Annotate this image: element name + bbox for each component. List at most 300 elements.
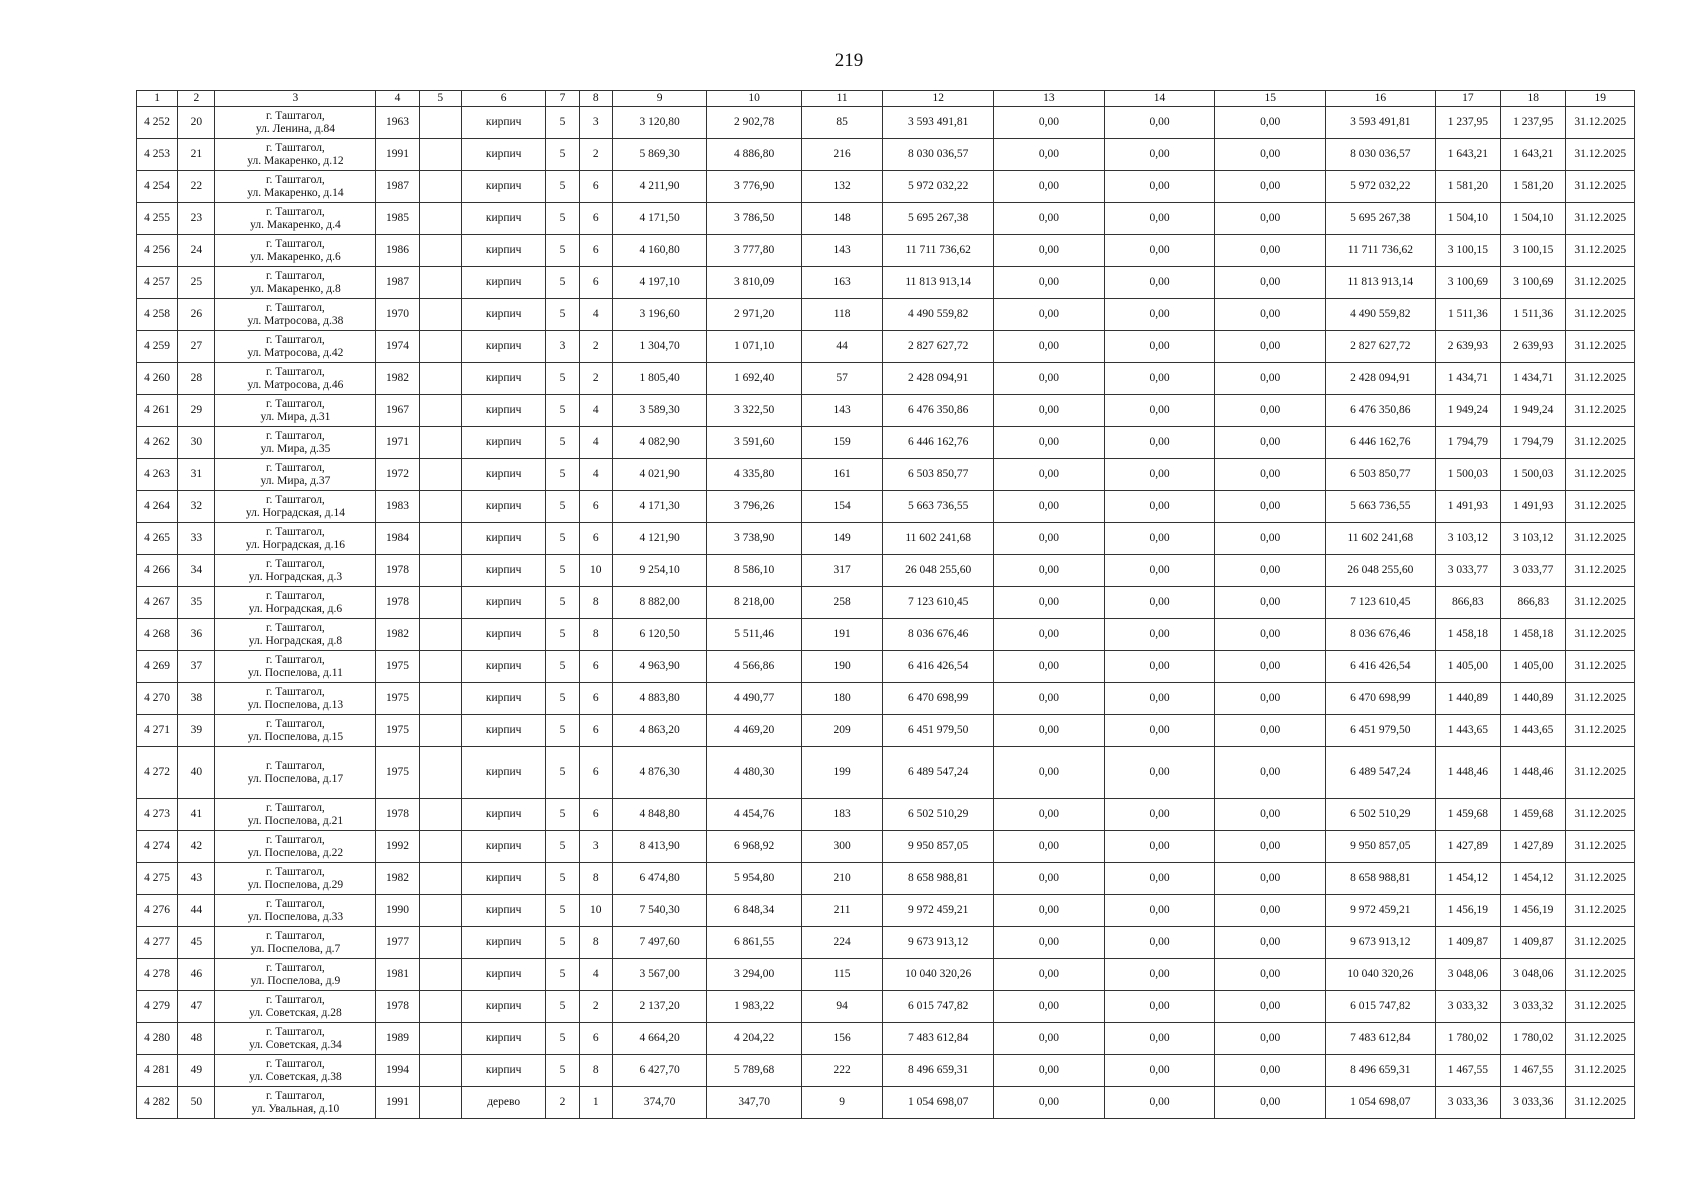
cell-cost-col-13: 0,00 [994,107,1105,139]
cell-row-local-number: 47 [178,991,215,1023]
cell-residents: 143 [801,235,882,267]
cell-col-5 [419,831,461,863]
cell-cost-col-14: 0,00 [1104,991,1215,1023]
cell-year-built: 1984 [376,523,419,555]
cell-cost-col-15: 0,00 [1215,799,1326,831]
cell-row-local-number: 37 [178,651,215,683]
address-street: ул. Поспелова, д.15 [247,730,344,743]
cell-wall-material: кирпич [461,747,546,799]
cell-col-5 [419,363,461,395]
cell-deadline-date: 31.12.2025 [1566,107,1635,139]
cell-row-global-number: 4 279 [137,991,178,1023]
cell-col-5 [419,395,461,427]
cell-cost-per-m2: 1 467,55 [1435,1055,1500,1087]
cell-floors: 5 [546,799,579,831]
cell-cost-col-13: 0,00 [994,1087,1105,1119]
address-city: г. Таштагол, [266,141,325,154]
cell-cost-total: 8 036 676,46 [883,619,994,651]
cell-entrances: 2 [579,991,612,1023]
cell-cost-col-13: 0,00 [994,395,1105,427]
cell-col-5 [419,715,461,747]
address-city: г. Таштагол, [266,461,325,474]
cell-cost-total: 11 813 913,14 [883,267,994,299]
cell-cost-col-16: 5 663 736,55 [1326,491,1436,523]
cell-row-local-number: 39 [178,715,215,747]
address-street: ул. Поспелова, д.11 [248,666,343,679]
cell-row-global-number: 4 265 [137,523,178,555]
cell-floors: 5 [546,651,579,683]
cell-col-5 [419,459,461,491]
cell-total-area: 4 121,90 [612,523,707,555]
cell-cost-col-13: 0,00 [994,683,1105,715]
cell-address [215,1055,376,1087]
cell-row-local-number: 40 [178,747,215,799]
cell-address [215,139,376,171]
column-header: 15 [1215,91,1326,107]
cell-cost-col-16: 11 711 736,62 [1326,235,1436,267]
cell-floors: 5 [546,991,579,1023]
cell-col-5 [419,1087,461,1119]
cell-cost-total: 5 695 267,38 [883,203,994,235]
cell-cost-col-14: 0,00 [1104,459,1215,491]
cell-row-local-number: 24 [178,235,215,267]
cell-wall-material: кирпич [461,799,546,831]
address-city: г. Таштагол, [266,621,325,634]
table-row [137,683,1635,715]
cell-cost-per-m2: 1 454,12 [1435,863,1500,895]
cell-deadline-date: 31.12.2025 [1566,959,1635,991]
cell-cost-limit-per-m2: 3 103,12 [1501,523,1566,555]
cell-cost-col-15: 0,00 [1215,991,1326,1023]
cell-deadline-date: 31.12.2025 [1566,331,1635,363]
cell-cost-col-14: 0,00 [1104,895,1215,927]
cell-cost-total: 6 015 747,82 [883,991,994,1023]
cell-wall-material: кирпич [461,715,546,747]
cell-living-area: 3 738,90 [707,523,802,555]
cell-cost-col-15: 0,00 [1215,363,1326,395]
cell-living-area: 2 971,20 [707,299,802,331]
cell-cost-col-15: 0,00 [1215,171,1326,203]
cell-cost-per-m2: 3 100,15 [1435,235,1500,267]
cell-residents: 216 [801,139,882,171]
column-header: 11 [801,91,882,107]
cell-cost-col-13: 0,00 [994,331,1105,363]
cell-cost-col-16: 5 695 267,38 [1326,203,1436,235]
cell-col-5 [419,991,461,1023]
cell-cost-col-13: 0,00 [994,863,1105,895]
cell-cost-col-13: 0,00 [994,267,1105,299]
address-street: ул. Матросова, д.42 [247,346,344,359]
cell-row-global-number: 4 273 [137,799,178,831]
cell-cost-col-16: 6 416 426,54 [1326,651,1436,683]
cell-row-local-number: 36 [178,619,215,651]
cell-entrances: 6 [579,491,612,523]
cell-wall-material: кирпич [461,107,546,139]
cell-floors: 5 [546,959,579,991]
cell-address [215,1087,376,1119]
address-city: г. Таштагол, [266,269,325,282]
cell-total-area: 4 171,30 [612,491,707,523]
cell-cost-col-15: 0,00 [1215,683,1326,715]
address-city: г. Таштагол, [266,801,325,814]
cell-year-built: 1967 [376,395,419,427]
cell-cost-col-13: 0,00 [994,991,1105,1023]
cell-entrances: 8 [579,927,612,959]
cell-cost-col-14: 0,00 [1104,523,1215,555]
cell-row-global-number: 4 275 [137,863,178,895]
cell-entrances: 4 [579,395,612,427]
cell-cost-col-15: 0,00 [1215,331,1326,363]
cell-floors: 5 [546,395,579,427]
cell-deadline-date: 31.12.2025 [1566,235,1635,267]
cell-cost-col-15: 0,00 [1215,747,1326,799]
cell-wall-material: кирпич [461,831,546,863]
cell-row-global-number: 4 253 [137,139,178,171]
cell-row-local-number: 42 [178,831,215,863]
cell-living-area: 5 954,80 [707,863,802,895]
cell-cost-col-14: 0,00 [1104,927,1215,959]
cell-cost-limit-per-m2: 1 949,24 [1501,395,1566,427]
cell-deadline-date: 31.12.2025 [1566,491,1635,523]
cell-cost-limit-per-m2: 1 237,95 [1501,107,1566,139]
cell-cost-col-13: 0,00 [994,587,1105,619]
cell-cost-per-m2: 1 491,93 [1435,491,1500,523]
cell-living-area: 3 322,50 [707,395,802,427]
cell-residents: 191 [801,619,882,651]
address-city: г. Таштагол, [266,961,325,974]
cell-residents: 9 [801,1087,882,1119]
cell-cost-total: 5 972 032,22 [883,171,994,203]
cell-total-area: 3 196,60 [612,299,707,331]
cell-cost-col-14: 0,00 [1104,555,1215,587]
cell-address [215,651,376,683]
cell-deadline-date: 31.12.2025 [1566,395,1635,427]
cell-wall-material: кирпич [461,299,546,331]
cell-row-global-number: 4 277 [137,927,178,959]
table-row [137,831,1635,863]
cell-deadline-date: 31.12.2025 [1566,1023,1635,1055]
cell-residents: 161 [801,459,882,491]
cell-cost-col-14: 0,00 [1104,683,1215,715]
cell-cost-limit-per-m2: 1 443,65 [1501,715,1566,747]
cell-entrances: 6 [579,203,612,235]
cell-address [215,799,376,831]
cell-cost-col-15: 0,00 [1215,927,1326,959]
cell-residents: 224 [801,927,882,959]
cell-cost-per-m2: 1 581,20 [1435,171,1500,203]
cell-cost-col-15: 0,00 [1215,863,1326,895]
cell-col-5 [419,331,461,363]
cell-cost-col-16: 7 483 612,84 [1326,1023,1436,1055]
address-street: ул. Макаренко, д.6 [250,250,341,263]
cell-address [215,395,376,427]
cell-cost-col-16: 5 972 032,22 [1326,171,1436,203]
cell-cost-col-15: 0,00 [1215,523,1326,555]
cell-deadline-date: 31.12.2025 [1566,831,1635,863]
cell-cost-total: 8 030 036,57 [883,139,994,171]
address-street: ул. Ноградская, д.16 [245,538,345,551]
cell-col-5 [419,799,461,831]
cell-entrances: 10 [579,895,612,927]
cell-cost-total: 11 602 241,68 [883,523,994,555]
cell-entrances: 6 [579,683,612,715]
cell-address [215,715,376,747]
cell-deadline-date: 31.12.2025 [1566,555,1635,587]
cell-col-5 [419,895,461,927]
cell-row-global-number: 4 268 [137,619,178,651]
cell-cost-per-m2: 1 456,19 [1435,895,1500,927]
address-city: г. Таштагол, [266,365,325,378]
cell-total-area: 4 082,90 [612,427,707,459]
cell-entrances: 2 [579,331,612,363]
cell-wall-material: кирпич [461,523,546,555]
cell-cost-col-16: 26 048 255,60 [1326,555,1436,587]
cell-entrances: 8 [579,619,612,651]
address-street: ул. Ноградская, д.14 [245,506,345,519]
cell-entrances: 6 [579,651,612,683]
address-street: ул. Поспелова, д.33 [247,910,344,923]
cell-cost-col-13: 0,00 [994,235,1105,267]
cell-cost-per-m2: 1 643,21 [1435,139,1500,171]
cell-cost-total: 6 416 426,54 [883,651,994,683]
cell-residents: 190 [801,651,882,683]
cell-floors: 5 [546,203,579,235]
cell-cost-col-14: 0,00 [1104,235,1215,267]
cell-year-built: 1992 [376,831,419,863]
cell-year-built: 1987 [376,267,419,299]
cell-total-area: 4 197,10 [612,267,707,299]
cell-cost-col-13: 0,00 [994,1055,1105,1087]
cell-total-area: 4 664,20 [612,1023,707,1055]
cell-entrances: 6 [579,171,612,203]
cell-deadline-date: 31.12.2025 [1566,619,1635,651]
cell-deadline-date: 31.12.2025 [1566,683,1635,715]
cell-row-global-number: 4 269 [137,651,178,683]
cell-year-built: 1978 [376,555,419,587]
cell-year-built: 1982 [376,363,419,395]
cell-row-local-number: 38 [178,683,215,715]
address-city: г. Таштагол, [266,929,325,942]
cell-wall-material: кирпич [461,1055,546,1087]
cell-wall-material: кирпич [461,203,546,235]
cell-cost-per-m2: 1 440,89 [1435,683,1500,715]
address-city: г. Таштагол, [266,557,325,570]
cell-entrances: 6 [579,747,612,799]
cell-cost-limit-per-m2: 1 794,79 [1501,427,1566,459]
cell-row-global-number: 4 257 [137,267,178,299]
address-street: ул. Советская, д.38 [249,1070,342,1083]
cell-floors: 5 [546,171,579,203]
cell-row-local-number: 48 [178,1023,215,1055]
cell-cost-per-m2: 3 100,69 [1435,267,1500,299]
cell-address [215,171,376,203]
cell-cost-per-m2: 1 409,87 [1435,927,1500,959]
cell-cost-col-15: 0,00 [1215,959,1326,991]
cell-total-area: 4 848,80 [612,799,707,831]
cell-cost-per-m2: 3 033,36 [1435,1087,1500,1119]
cell-year-built: 1983 [376,491,419,523]
cell-floors: 5 [546,299,579,331]
cell-row-local-number: 22 [178,171,215,203]
cell-cost-col-16: 6 446 162,76 [1326,427,1436,459]
cell-residents: 85 [801,107,882,139]
cell-cost-total: 9 972 459,21 [883,895,994,927]
table-row [137,459,1635,491]
cell-cost-col-16: 6 502 510,29 [1326,799,1436,831]
cell-cost-col-15: 0,00 [1215,555,1326,587]
cell-floors: 5 [546,107,579,139]
cell-living-area: 1 692,40 [707,363,802,395]
cell-cost-total: 4 490 559,82 [883,299,994,331]
address-street: ул. Макаренко, д.14 [247,186,344,199]
cell-row-local-number: 32 [178,491,215,523]
cell-cost-col-16: 11 602 241,68 [1326,523,1436,555]
cell-cost-col-14: 0,00 [1104,1055,1215,1087]
cell-deadline-date: 31.12.2025 [1566,299,1635,331]
address-city: г. Таштагол, [266,173,325,186]
cell-floors: 5 [546,683,579,715]
cell-cost-limit-per-m2: 3 033,32 [1501,991,1566,1023]
address-street: ул. Мира, д.35 [260,442,331,455]
cell-col-5 [419,107,461,139]
column-header: 13 [994,91,1105,107]
cell-floors: 5 [546,895,579,927]
cell-col-5 [419,863,461,895]
column-header: 2 [178,91,215,107]
address-city: г. Таштагол, [266,865,325,878]
cell-row-local-number: 49 [178,1055,215,1087]
cell-wall-material: кирпич [461,427,546,459]
table-row [137,427,1635,459]
cell-living-area: 5 511,46 [707,619,802,651]
cell-floors: 2 [546,1087,579,1119]
cell-living-area: 3 294,00 [707,959,802,991]
table-row [137,991,1635,1023]
cell-address [215,863,376,895]
cell-residents: 183 [801,799,882,831]
cell-cost-col-15: 0,00 [1215,1055,1326,1087]
cell-deadline-date: 31.12.2025 [1566,139,1635,171]
cell-total-area: 4 876,30 [612,747,707,799]
cell-residents: 156 [801,1023,882,1055]
cell-living-area: 5 789,68 [707,1055,802,1087]
cell-address [215,555,376,587]
cell-row-global-number: 4 262 [137,427,178,459]
cell-cost-col-16: 6 476 350,86 [1326,395,1436,427]
address-city: г. Таштагол, [266,1089,325,1102]
cell-total-area: 7 540,30 [612,895,707,927]
address-city: г. Таштагол, [266,589,325,602]
cell-cost-col-16: 10 040 320,26 [1326,959,1436,991]
cell-col-5 [419,139,461,171]
cell-cost-total: 6 502 510,29 [883,799,994,831]
cell-total-area: 4 883,80 [612,683,707,715]
cell-cost-col-13: 0,00 [994,959,1105,991]
cell-wall-material: кирпич [461,651,546,683]
cell-address [215,267,376,299]
cell-cost-total: 5 663 736,55 [883,491,994,523]
cell-row-local-number: 23 [178,203,215,235]
cell-address [215,107,376,139]
cell-year-built: 1991 [376,139,419,171]
cell-deadline-date: 31.12.2025 [1566,203,1635,235]
cell-cost-per-m2: 1 427,89 [1435,831,1500,863]
address-city: г. Таштагол, [266,653,325,666]
column-header: 1 [137,91,178,107]
cell-cost-col-15: 0,00 [1215,235,1326,267]
cell-deadline-date: 31.12.2025 [1566,1055,1635,1087]
cell-col-5 [419,235,461,267]
column-header: 8 [579,91,612,107]
cell-total-area: 7 497,60 [612,927,707,959]
cell-residents: 148 [801,203,882,235]
cell-row-local-number: 44 [178,895,215,927]
cell-residents: 258 [801,587,882,619]
cell-cost-total: 6 489 547,24 [883,747,994,799]
cell-residents: 132 [801,171,882,203]
cell-deadline-date: 31.12.2025 [1566,799,1635,831]
cell-year-built: 1982 [376,619,419,651]
cell-wall-material: кирпич [461,171,546,203]
header-row [137,91,1635,107]
cell-row-global-number: 4 281 [137,1055,178,1087]
cell-total-area: 4 171,50 [612,203,707,235]
cell-entrances: 2 [579,363,612,395]
column-header: 12 [883,91,994,107]
cell-total-area: 6 427,70 [612,1055,707,1087]
cell-deadline-date: 31.12.2025 [1566,991,1635,1023]
cell-address [215,491,376,523]
cell-living-area: 6 848,34 [707,895,802,927]
cell-row-global-number: 4 252 [137,107,178,139]
cell-col-5 [419,1055,461,1087]
cell-floors: 5 [546,715,579,747]
cell-cost-per-m2: 3 048,06 [1435,959,1500,991]
column-header: 5 [419,91,461,107]
cell-cost-total: 7 123 610,45 [883,587,994,619]
column-header: 19 [1566,91,1635,107]
cell-year-built: 1990 [376,895,419,927]
table-body [137,107,1635,1119]
cell-cost-total: 7 483 612,84 [883,1023,994,1055]
address-city: г. Таштагол, [266,897,325,910]
cell-living-area: 2 902,78 [707,107,802,139]
cell-row-local-number: 20 [178,107,215,139]
cell-cost-col-15: 0,00 [1215,203,1326,235]
address-street: ул. Ноградская, д.8 [248,634,343,647]
cell-cost-per-m2: 1 434,71 [1435,363,1500,395]
cell-wall-material: кирпич [461,683,546,715]
cell-deadline-date: 31.12.2025 [1566,1087,1635,1119]
cell-deadline-date: 31.12.2025 [1566,459,1635,491]
cell-total-area: 4 021,90 [612,459,707,491]
cell-cost-per-m2: 1 459,68 [1435,799,1500,831]
cell-cost-per-m2: 1 458,18 [1435,619,1500,651]
cell-residents: 94 [801,991,882,1023]
cell-address [215,959,376,991]
address-street: ул. Увальная, д.10 [251,1102,340,1115]
cell-row-local-number: 30 [178,427,215,459]
cell-cost-col-15: 0,00 [1215,1087,1326,1119]
cell-living-area: 8 586,10 [707,555,802,587]
cell-residents: 44 [801,331,882,363]
address-street: ул. Ноградская, д.6 [248,602,343,615]
cell-cost-limit-per-m2: 1 458,18 [1501,619,1566,651]
address-street: ул. Поспелова, д.21 [247,814,344,827]
cell-total-area: 3 120,80 [612,107,707,139]
cell-cost-col-14: 0,00 [1104,363,1215,395]
cell-deadline-date: 31.12.2025 [1566,587,1635,619]
